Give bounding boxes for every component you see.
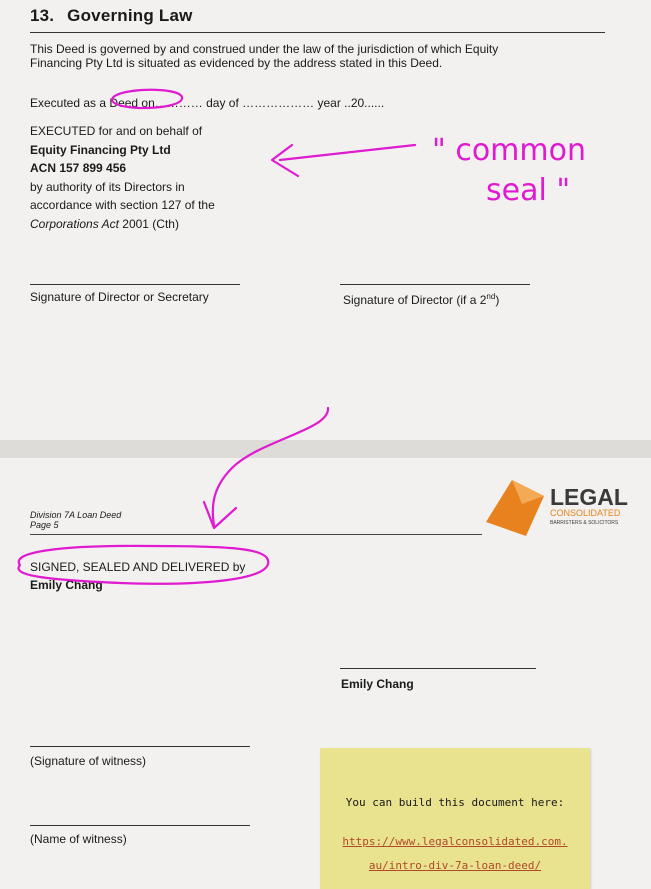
second-director-label-text: Signature of Director (if a 2 <box>343 293 487 307</box>
company-line-4: by authority of its Directors in <box>30 179 185 194</box>
logo-sub: CONSOLIDATED <box>550 508 621 518</box>
company-acn: ACN 157 899 456 <box>30 161 127 176</box>
heading-rule <box>30 32 605 33</box>
clause-line-2: Financing Pty Ltd is situated as evidenced by the address stated in this Deed. <box>30 56 443 70</box>
signee-signature-line <box>340 668 536 669</box>
second-director-signature-line <box>340 284 530 285</box>
second-director-label-close: ) <box>495 293 500 307</box>
witness-name-label: (Name of witness) <box>30 832 127 846</box>
execution-prefix: Executed as <box>30 96 97 110</box>
logo-tag: BARRISTERS & SOLICITORS <box>550 520 619 526</box>
company-act <box>30 215 215 234</box>
note-link-line-2[interactable]: au/intro-div-7a-loan-deed/ <box>368 859 542 872</box>
logo-word: LEGAL <box>550 484 628 510</box>
note-link-line-1[interactable]: https://www.legalconsolidated.com. <box>342 835 568 848</box>
act-rest: 2001 (Cth) <box>118 216 179 231</box>
sticky-note <box>320 748 590 889</box>
note-text: You can build this document here: <box>345 796 565 809</box>
footer-page: Page 5 <box>30 520 59 530</box>
company-line-1: EXECUTED for and on behalf of <box>30 124 203 138</box>
signer-name: Emily Chang <box>30 578 103 592</box>
company-execution-block <box>30 122 215 234</box>
second-director-signature-label <box>343 290 499 307</box>
second-director-label-sup: nd <box>486 292 496 301</box>
signed-by: by <box>229 560 246 574</box>
section-title: Governing Law <box>67 6 193 25</box>
execution-deed-on: a Deed on <box>99 96 155 110</box>
footer-rule <box>30 534 482 535</box>
page-gap <box>0 440 651 458</box>
note-link[interactable] <box>320 830 590 878</box>
company-line-5: accordance with section 127 of the <box>30 198 215 213</box>
legal-consolidated-logo <box>482 478 642 540</box>
logo-orange-shape <box>486 480 544 536</box>
page-footer <box>30 510 121 530</box>
execution-line <box>30 96 384 110</box>
execution-rest: ………… day of ……………… year ..20...... <box>154 96 385 110</box>
handwritten-common-seal: " common seal " <box>432 133 586 208</box>
signed-sealed-delivered <box>30 560 245 574</box>
section-heading <box>30 6 193 26</box>
witness-signature-label: (Signature of witness) <box>30 754 147 768</box>
director-secretary-signature-label: Signature of Director or Secretary <box>30 290 209 304</box>
section-number: 13. <box>30 6 55 25</box>
witness-name-line <box>30 825 250 826</box>
witness-signature-line <box>30 746 250 747</box>
company-name: Equity Financing Pty Ltd <box>30 142 171 157</box>
director-secretary-signature-line <box>30 284 240 285</box>
signed-label: SIGNED, SEALED AND DELIVERED <box>30 560 230 574</box>
signee-name: Emily Chang <box>341 677 414 691</box>
governing-law-clause <box>30 42 498 70</box>
clause-line-1: This Deed is governed by and construed under the law of the jurisdiction of which Equity <box>30 42 499 56</box>
footer-title: Division 7A Loan Deed <box>30 510 122 520</box>
act-name: Corporations Act <box>30 216 119 231</box>
